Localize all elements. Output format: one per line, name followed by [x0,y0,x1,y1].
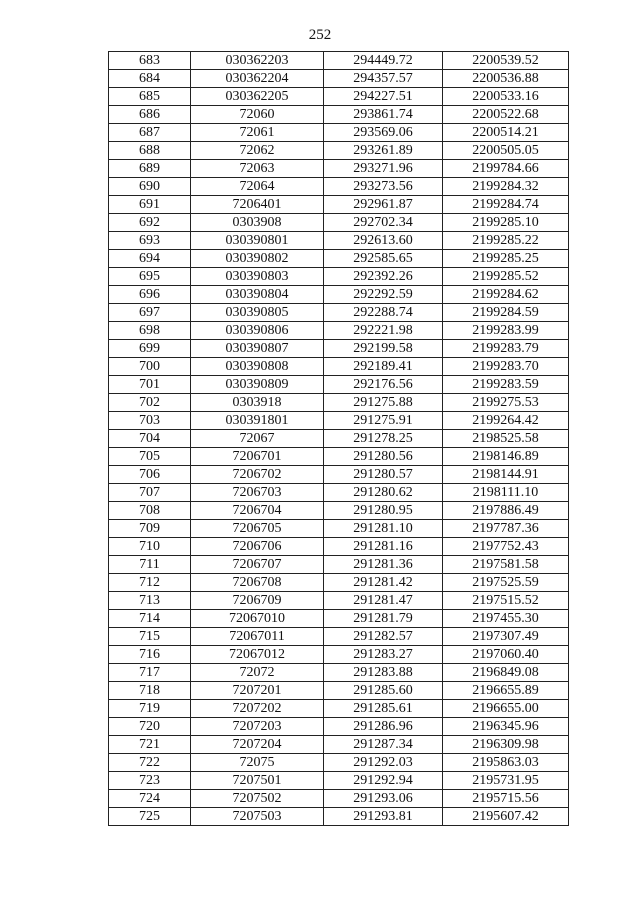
row-index-cell: 688 [109,142,191,160]
y-coordinate-cell: 2199283.59 [443,376,569,394]
x-coordinate-cell: 294357.57 [324,70,443,88]
table-row [109,628,569,646]
point-id-cell: 7207203 [191,718,324,736]
x-coordinate-cell: 291280.56 [324,448,443,466]
row-index-cell: 699 [109,340,191,358]
row-index-cell: 710 [109,538,191,556]
row-index-cell: 695 [109,268,191,286]
point-id-cell: 7206708 [191,574,324,592]
x-coordinate-cell: 292585.65 [324,250,443,268]
y-coordinate-cell: 2199284.59 [443,304,569,322]
table-row [109,124,569,142]
y-coordinate-cell: 2195731.95 [443,772,569,790]
x-coordinate-cell: 291293.06 [324,790,443,808]
table-row [109,160,569,178]
table-row [109,754,569,772]
y-coordinate-cell: 2200539.52 [443,52,569,70]
point-id-cell: 72067010 [191,610,324,628]
point-id-cell: 7207503 [191,808,324,826]
point-id-cell: 7206703 [191,484,324,502]
x-coordinate-cell: 291292.94 [324,772,443,790]
y-coordinate-cell: 2199784.66 [443,160,569,178]
x-coordinate-cell: 291280.57 [324,466,443,484]
x-coordinate-cell: 291281.10 [324,520,443,538]
table-row [109,376,569,394]
point-id-cell: 030362203 [191,52,324,70]
row-index-cell: 694 [109,250,191,268]
row-index-cell: 683 [109,52,191,70]
x-coordinate-cell: 291278.25 [324,430,443,448]
table-row [109,664,569,682]
y-coordinate-cell: 2198525.58 [443,430,569,448]
y-coordinate-cell: 2197525.59 [443,574,569,592]
point-id-cell: 72072 [191,664,324,682]
table-row [109,214,569,232]
point-id-cell: 72060 [191,106,324,124]
x-coordinate-cell: 291275.88 [324,394,443,412]
point-id-cell: 030390809 [191,376,324,394]
point-id-cell: 030390806 [191,322,324,340]
x-coordinate-cell: 291281.36 [324,556,443,574]
row-index-cell: 721 [109,736,191,754]
row-index-cell: 715 [109,628,191,646]
y-coordinate-cell: 2200533.16 [443,88,569,106]
row-index-cell: 707 [109,484,191,502]
x-coordinate-cell: 291280.62 [324,484,443,502]
x-coordinate-cell: 291286.96 [324,718,443,736]
table-row [109,574,569,592]
table-row [109,52,569,70]
point-id-cell: 030390803 [191,268,324,286]
table-row [109,340,569,358]
table-row [109,736,569,754]
point-id-cell: 72067011 [191,628,324,646]
x-coordinate-cell: 292292.59 [324,286,443,304]
table-row [109,88,569,106]
y-coordinate-cell: 2197787.36 [443,520,569,538]
row-index-cell: 689 [109,160,191,178]
y-coordinate-cell: 2195863.03 [443,754,569,772]
y-coordinate-cell: 2199285.10 [443,214,569,232]
point-id-cell: 030390804 [191,286,324,304]
point-id-cell: 7207502 [191,790,324,808]
y-coordinate-cell: 2197060.40 [443,646,569,664]
point-id-cell: 030390805 [191,304,324,322]
row-index-cell: 687 [109,124,191,142]
point-id-cell: 72067 [191,430,324,448]
row-index-cell: 696 [109,286,191,304]
y-coordinate-cell: 2199284.74 [443,196,569,214]
row-index-cell: 700 [109,358,191,376]
point-id-cell: 7207201 [191,682,324,700]
page-number: 252 [308,27,332,43]
point-id-cell: 7206704 [191,502,324,520]
y-coordinate-cell: 2199283.79 [443,340,569,358]
row-index-cell: 725 [109,808,191,826]
x-coordinate-cell: 291285.61 [324,700,443,718]
table-row [109,592,569,610]
table-row [109,502,569,520]
table-row [109,556,569,574]
table-row [109,790,569,808]
point-id-cell: 030390807 [191,340,324,358]
y-coordinate-cell: 2196655.89 [443,682,569,700]
point-id-cell: 7206702 [191,466,324,484]
x-coordinate-cell: 291275.91 [324,412,443,430]
point-id-cell: 7207202 [191,700,324,718]
table-row [109,448,569,466]
row-index-cell: 690 [109,178,191,196]
table-row [109,466,569,484]
y-coordinate-cell: 2195607.42 [443,808,569,826]
y-coordinate-cell: 2198144.91 [443,466,569,484]
row-index-cell: 703 [109,412,191,430]
point-id-cell: 72063 [191,160,324,178]
point-id-cell: 72061 [191,124,324,142]
point-id-cell: 7206706 [191,538,324,556]
x-coordinate-cell: 292221.98 [324,322,443,340]
table-row [109,682,569,700]
y-coordinate-cell: 2196345.96 [443,718,569,736]
row-index-cell: 685 [109,88,191,106]
x-coordinate-cell: 291293.81 [324,808,443,826]
x-coordinate-cell: 294449.72 [324,52,443,70]
x-coordinate-cell: 292288.74 [324,304,443,322]
row-index-cell: 719 [109,700,191,718]
table-row [109,70,569,88]
row-index-cell: 720 [109,718,191,736]
row-index-cell: 708 [109,502,191,520]
y-coordinate-cell: 2196309.98 [443,736,569,754]
x-coordinate-cell: 293273.56 [324,178,443,196]
point-id-cell: 7206707 [191,556,324,574]
y-coordinate-cell: 2200522.68 [443,106,569,124]
table-row [109,646,569,664]
x-coordinate-cell: 291287.34 [324,736,443,754]
coordinates-table [108,51,569,826]
table-row [109,106,569,124]
point-id-cell: 72064 [191,178,324,196]
x-coordinate-cell: 292189.41 [324,358,443,376]
x-coordinate-cell: 291292.03 [324,754,443,772]
table-row [109,772,569,790]
y-coordinate-cell: 2199284.32 [443,178,569,196]
row-index-cell: 697 [109,304,191,322]
row-index-cell: 698 [109,322,191,340]
table-row [109,700,569,718]
row-index-cell: 713 [109,592,191,610]
point-id-cell: 7207501 [191,772,324,790]
table-row [109,232,569,250]
y-coordinate-cell: 2197752.43 [443,538,569,556]
table-row [109,250,569,268]
point-id-cell: 7207204 [191,736,324,754]
table-row [109,286,569,304]
table-row [109,610,569,628]
point-id-cell: 72062 [191,142,324,160]
y-coordinate-cell: 2197581.58 [443,556,569,574]
row-index-cell: 717 [109,664,191,682]
x-coordinate-cell: 291281.47 [324,592,443,610]
point-id-cell: 7206401 [191,196,324,214]
y-coordinate-cell: 2199264.42 [443,412,569,430]
row-index-cell: 706 [109,466,191,484]
y-coordinate-cell: 2197455.30 [443,610,569,628]
row-index-cell: 693 [109,232,191,250]
point-id-cell: 030362205 [191,88,324,106]
table-body [109,52,569,826]
point-id-cell: 030391801 [191,412,324,430]
x-coordinate-cell: 293861.74 [324,106,443,124]
table-row [109,718,569,736]
row-index-cell: 711 [109,556,191,574]
x-coordinate-cell: 291283.88 [324,664,443,682]
table-row [109,808,569,826]
table-row [109,196,569,214]
x-coordinate-cell: 293261.89 [324,142,443,160]
row-index-cell: 704 [109,430,191,448]
table-row [109,484,569,502]
x-coordinate-cell: 291281.42 [324,574,443,592]
table-row [109,142,569,160]
row-index-cell: 724 [109,790,191,808]
y-coordinate-cell: 2200514.21 [443,124,569,142]
table-row [109,268,569,286]
x-coordinate-cell: 294227.51 [324,88,443,106]
x-coordinate-cell: 292199.58 [324,340,443,358]
row-index-cell: 686 [109,106,191,124]
point-id-cell: 7206709 [191,592,324,610]
row-index-cell: 691 [109,196,191,214]
y-coordinate-cell: 2197515.52 [443,592,569,610]
y-coordinate-cell: 2199285.22 [443,232,569,250]
table-row [109,538,569,556]
y-coordinate-cell: 2200536.88 [443,70,569,88]
row-index-cell: 692 [109,214,191,232]
point-id-cell: 72067012 [191,646,324,664]
x-coordinate-cell: 291285.60 [324,682,443,700]
y-coordinate-cell: 2199285.25 [443,250,569,268]
y-coordinate-cell: 2200505.05 [443,142,569,160]
table-row [109,178,569,196]
y-coordinate-cell: 2196849.08 [443,664,569,682]
y-coordinate-cell: 2196655.00 [443,700,569,718]
point-id-cell: 030390808 [191,358,324,376]
row-index-cell: 716 [109,646,191,664]
x-coordinate-cell: 292613.60 [324,232,443,250]
row-index-cell: 714 [109,610,191,628]
y-coordinate-cell: 2197307.49 [443,628,569,646]
x-coordinate-cell: 291283.27 [324,646,443,664]
row-index-cell: 722 [109,754,191,772]
x-coordinate-cell: 291281.79 [324,610,443,628]
x-coordinate-cell: 291280.95 [324,502,443,520]
point-id-cell: 030390802 [191,250,324,268]
y-coordinate-cell: 2199283.70 [443,358,569,376]
row-index-cell: 718 [109,682,191,700]
point-id-cell: 030390801 [191,232,324,250]
x-coordinate-cell: 292176.56 [324,376,443,394]
row-index-cell: 702 [109,394,191,412]
point-id-cell: 0303918 [191,394,324,412]
row-index-cell: 712 [109,574,191,592]
x-coordinate-cell: 292392.26 [324,268,443,286]
table-row [109,412,569,430]
row-index-cell: 709 [109,520,191,538]
x-coordinate-cell: 291281.16 [324,538,443,556]
y-coordinate-cell: 2198146.89 [443,448,569,466]
row-index-cell: 684 [109,70,191,88]
y-coordinate-cell: 2199285.52 [443,268,569,286]
x-coordinate-cell: 292961.87 [324,196,443,214]
y-coordinate-cell: 2199284.62 [443,286,569,304]
y-coordinate-cell: 2199275.53 [443,394,569,412]
row-index-cell: 723 [109,772,191,790]
x-coordinate-cell: 292702.34 [324,214,443,232]
y-coordinate-cell: 2198111.10 [443,484,569,502]
y-coordinate-cell: 2197886.49 [443,502,569,520]
x-coordinate-cell: 291282.57 [324,628,443,646]
point-id-cell: 0303908 [191,214,324,232]
point-id-cell: 72075 [191,754,324,772]
table-row [109,358,569,376]
row-index-cell: 701 [109,376,191,394]
point-id-cell: 7206705 [191,520,324,538]
point-id-cell: 030362204 [191,70,324,88]
point-id-cell: 7206701 [191,448,324,466]
y-coordinate-cell: 2195715.56 [443,790,569,808]
row-index-cell: 705 [109,448,191,466]
table-row [109,322,569,340]
table-row [109,304,569,322]
y-coordinate-cell: 2199283.99 [443,322,569,340]
table-row [109,394,569,412]
x-coordinate-cell: 293569.06 [324,124,443,142]
table-row [109,430,569,448]
x-coordinate-cell: 293271.96 [324,160,443,178]
table-row [109,520,569,538]
